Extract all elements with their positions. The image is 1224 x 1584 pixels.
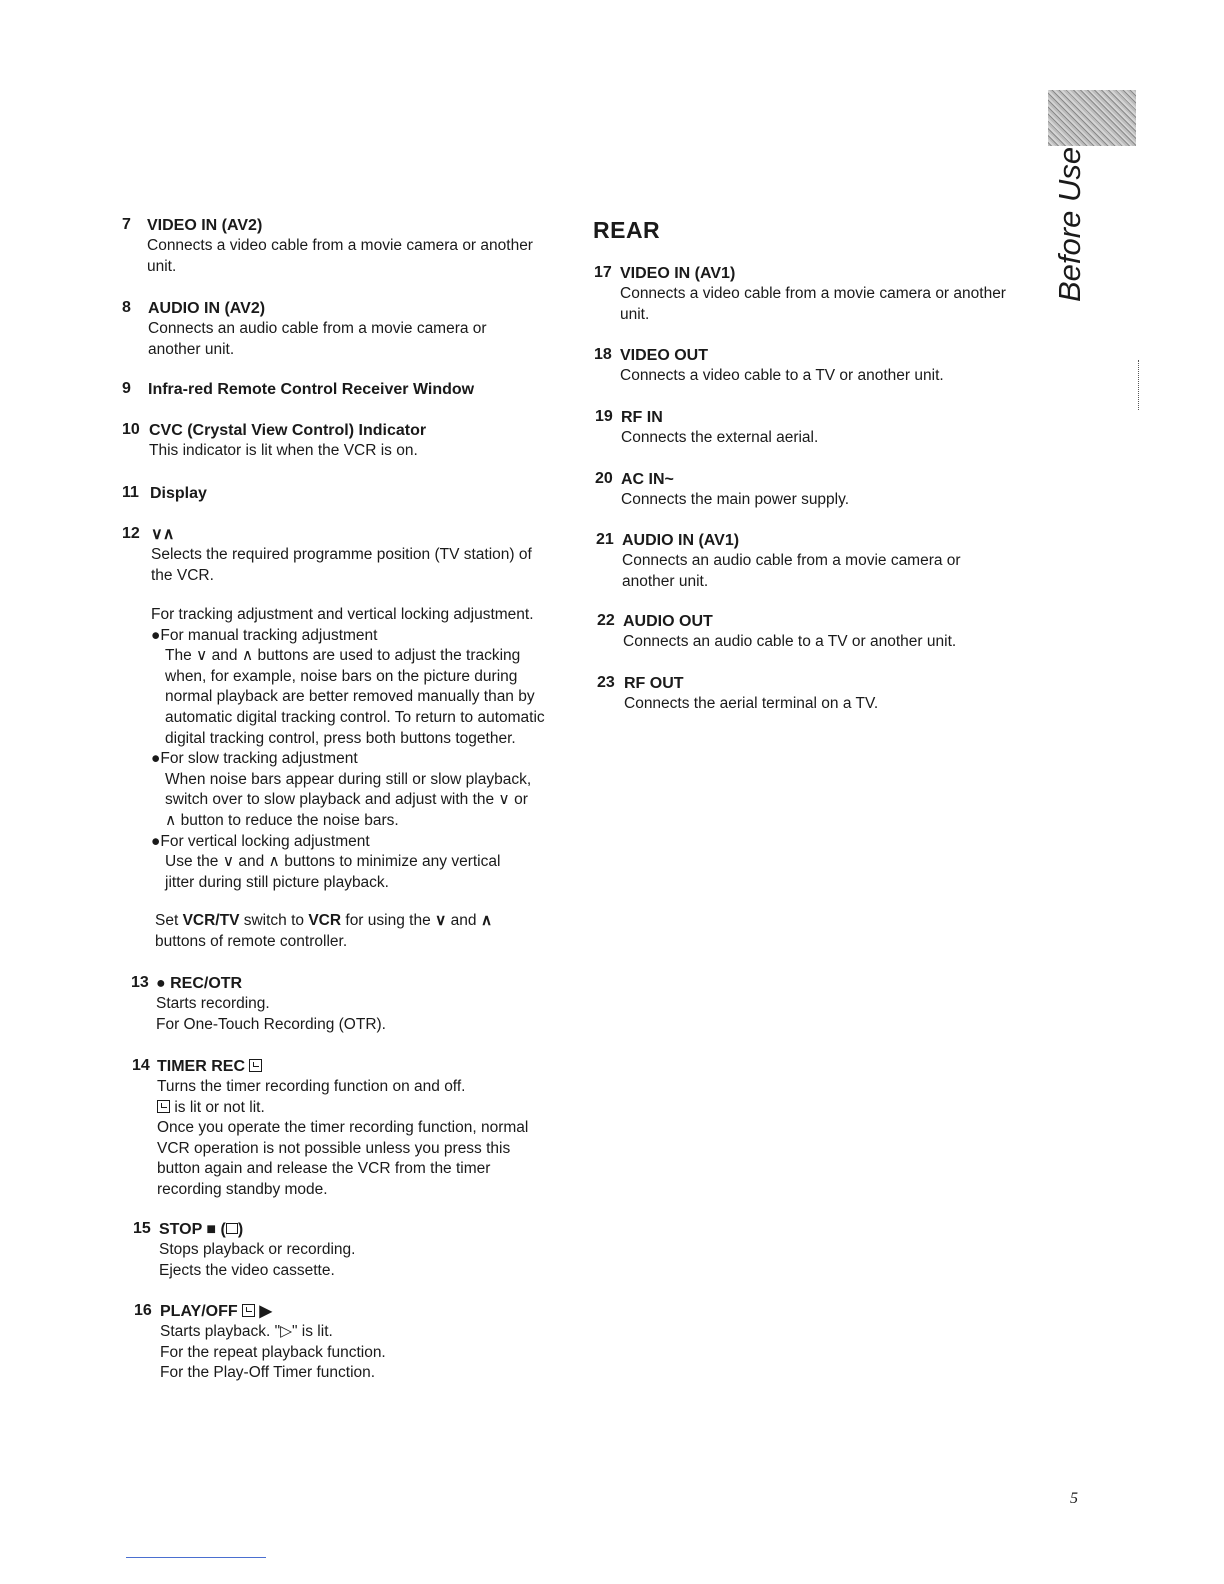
item-number: 16 — [134, 1302, 152, 1319]
item-7 — [122, 216, 582, 277]
item-16 — [134, 1302, 594, 1384]
item-text: Connects a video cable from a movie camera or another — [620, 285, 1006, 302]
vertical-locking-text: Use the ∨ and ∧ buttons to minimize any vertical — [165, 853, 501, 871]
manual-tracking-text: automatic digital tracking control. To return to automatic — [165, 708, 545, 726]
manual-tracking-text: when, for example, noise bars on the picture during — [165, 667, 518, 685]
item-15: 15 STOP ■ ( ) Stops playback or recording. Ejects the video cassette. — [133, 1220, 593, 1281]
remote-note-line1: Set VCR/TV switch to VCR for using the ∨ and ∧ — [155, 912, 493, 929]
item-text: Connects an audio cable to a TV or another unit. — [623, 633, 957, 650]
item-text: Selects the required programme position (TV station) of — [151, 546, 532, 563]
slow-tracking-text: When noise bars appear during still or slow playback, — [165, 770, 532, 788]
slow-tracking-heading: ●For slow tracking adjustment — [151, 750, 358, 768]
item-number: 22 — [597, 612, 615, 629]
item-text: another unit. — [148, 340, 235, 358]
item-14 — [132, 1057, 592, 1201]
item-title: STOP ■ ( — [159, 1221, 226, 1238]
item-text: unit. — [147, 257, 177, 275]
item-title: TIMER REC — [157, 1058, 245, 1075]
item-text: Starts playback. "▷" is lit. — [160, 1323, 333, 1340]
vertical-locking-text: jitter during still picture playback. — [165, 873, 389, 891]
item-number: 18 — [594, 346, 612, 363]
item-text: Connects the main power supply. — [621, 491, 850, 508]
item-number: 15 — [133, 1220, 151, 1237]
item-text: unit. — [620, 305, 650, 323]
item-text: Connects an audio cable from a movie camera or — [622, 552, 961, 569]
item-12 — [122, 525, 582, 586]
timer-icon — [157, 1100, 170, 1113]
item-text: Turns the timer recording function on and off. — [157, 1078, 466, 1095]
item-number: 20 — [595, 470, 613, 487]
item-number: 23 — [597, 674, 615, 691]
margin-mark — [1138, 360, 1140, 410]
item-text: recording standby mode. — [157, 1180, 328, 1198]
slow-tracking-text: ∧ button to reduce the noise bars. — [165, 811, 399, 829]
item-text: Connects an audio cable from a movie camera or — [148, 320, 487, 337]
item-text: For the repeat playback function. — [160, 1343, 386, 1361]
tracking-section — [151, 605, 591, 893]
item-title: AUDIO OUT — [623, 613, 713, 630]
item-number: 21 — [596, 531, 614, 548]
item-number: 11 — [122, 484, 139, 501]
remote-note-line2: buttons of remote controller. — [155, 932, 348, 950]
item-title: VIDEO OUT — [620, 347, 709, 364]
item-title: VIDEO IN (AV2) — [147, 217, 263, 234]
item-title: CVC (Crystal View Control) Indicator — [149, 422, 427, 439]
item-18 — [594, 346, 1044, 387]
item-text: Connects the aerial terminal on a TV. — [624, 695, 879, 712]
item-title: PLAY/OFF — [160, 1303, 238, 1320]
play-icon: ▶ — [259, 1303, 272, 1320]
item-21 — [596, 531, 1046, 592]
item-8 — [122, 299, 582, 360]
timer-icon — [242, 1304, 255, 1317]
tracking-intro: For tracking adjustment and vertical locking adjustment. — [151, 606, 534, 623]
page-number: 5 — [1070, 1490, 1078, 1507]
item-11 — [122, 484, 582, 504]
item-title: Display — [150, 485, 207, 502]
manual-tracking-text: The ∨ and ∧ buttons are used to adjust the tracking — [165, 647, 521, 665]
item-23 — [597, 674, 1047, 715]
item-title: AC IN~ — [621, 471, 674, 488]
item-text: is lit or not lit. — [174, 1098, 265, 1116]
item-17 — [594, 264, 1044, 325]
remote-note — [155, 911, 595, 952]
item-22 — [597, 612, 1047, 653]
bottom-rule — [126, 1557, 266, 1558]
item-title: Infra-red Remote Control Receiver Window — [148, 381, 475, 398]
item-text: For the Play-Off Timer function. — [160, 1364, 376, 1382]
item-text: Ejects the video cassette. — [159, 1261, 335, 1279]
item-number: 10 — [122, 421, 140, 438]
item-text: Connects a video cable from a movie camera or another — [147, 237, 533, 254]
rear-heading: REAR — [593, 217, 661, 243]
item-13 — [131, 974, 591, 1035]
item-number: 13 — [131, 974, 149, 991]
item-title: RF OUT — [624, 675, 684, 692]
item-text: Once you operate the timer recording function, normal — [157, 1119, 529, 1137]
item-text: another unit. — [622, 572, 709, 590]
item-text: button again and release the VCR from the timer — [157, 1160, 491, 1178]
manual-tracking-text: normal playback are better removed manually than by — [165, 688, 535, 706]
item-10 — [122, 421, 582, 462]
item-title: AUDIO IN (AV1) — [622, 532, 740, 549]
section-tab-texture — [1048, 90, 1136, 146]
manual-tracking-text: digital tracking control, press both buttons together. — [165, 729, 516, 747]
section-tab-label: Before Use — [1052, 146, 1087, 302]
item-20 — [595, 470, 1045, 511]
item-text: This indicator is lit when the VCR is on. — [149, 442, 418, 459]
item-number: 19 — [595, 408, 613, 425]
timer-icon — [249, 1059, 262, 1072]
slow-tracking-text: switch over to slow playback and adjust with the ∨ or — [165, 791, 528, 809]
item-9 — [122, 380, 582, 400]
manual-tracking-heading: ●For manual tracking adjustment — [151, 626, 378, 644]
item-text: VCR operation is not possible unless you press this — [157, 1139, 511, 1157]
item-number: 14 — [132, 1057, 150, 1074]
item-text: Starts recording. — [156, 995, 270, 1012]
item-number: 7 — [122, 216, 131, 233]
vertical-locking-heading: ●For vertical locking adjustment — [151, 832, 370, 850]
item-number: 17 — [594, 264, 612, 281]
item-title: RF IN — [621, 409, 663, 426]
item-title: VIDEO IN (AV1) — [620, 265, 736, 282]
item-text: For One-Touch Recording (OTR). — [156, 1015, 386, 1033]
item-title: AUDIO IN (AV2) — [148, 300, 266, 317]
item-text: Stops playback or recording. — [159, 1241, 356, 1258]
item-text: Connects a video cable to a TV or another unit. — [620, 367, 944, 384]
item-number: 9 — [122, 380, 131, 397]
item-text: Connects the external aerial. — [621, 429, 819, 446]
item-19 — [595, 408, 1045, 449]
item-number: 8 — [122, 299, 131, 316]
eject-icon — [226, 1223, 238, 1234]
item-number: 12 — [122, 525, 140, 542]
item-title: ∨∧ — [151, 526, 175, 543]
item-title: ● REC/OTR — [156, 975, 243, 992]
item-text: the VCR. — [151, 566, 214, 584]
